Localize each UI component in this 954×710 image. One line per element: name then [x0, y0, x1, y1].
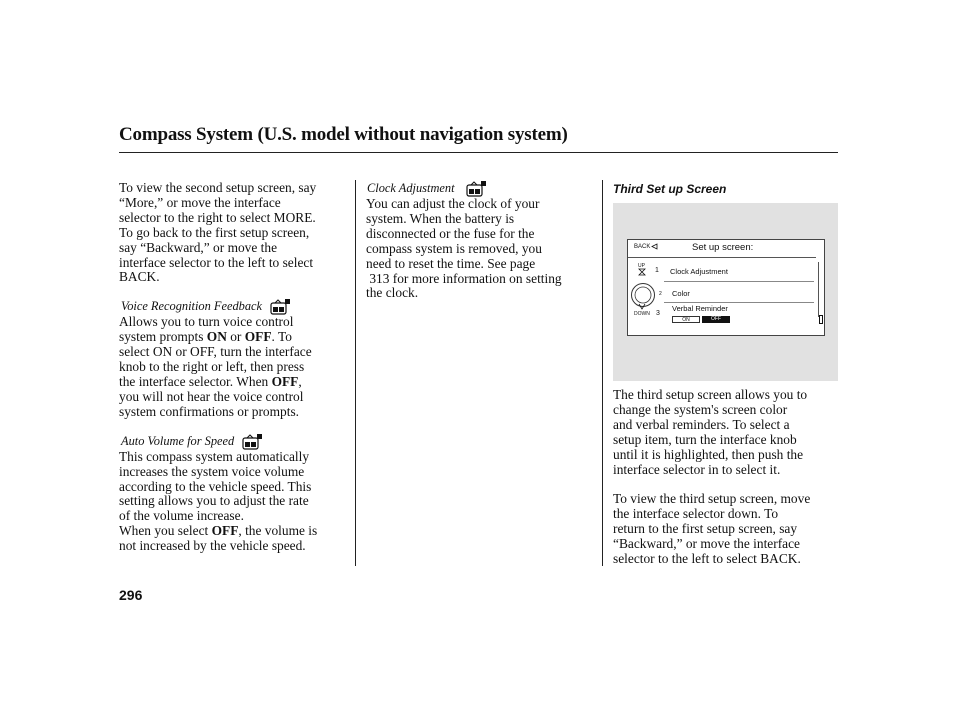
clock-adjustment-heading: Clock Adjustment [367, 181, 596, 196]
on-option[interactable]: ON [672, 316, 700, 323]
auto-text-line: not increased by the vehicle speed. [119, 538, 306, 554]
scrollbar-track [818, 262, 819, 317]
column-1 [119, 181, 349, 554]
voice-command-icon [466, 181, 487, 196]
voice-text-line: knob to the right or left, then press [119, 359, 305, 375]
clock-text-line: the clock. [366, 285, 419, 301]
col3-text-line: and verbal reminders. To select a [613, 416, 790, 432]
down-label: DOWN [634, 311, 650, 317]
voice-feedback-heading: Voice Recognition Feedback [121, 299, 349, 314]
clock-text-line: system. When the battery is [366, 210, 515, 226]
back-indicator: BACK [634, 243, 658, 250]
voice-command-icon [270, 299, 291, 314]
col3-text-line: until it is highlighted, then push the [613, 446, 804, 462]
col3-text-line: change the system's screen color [613, 401, 788, 417]
clock-text-line: need to reset the time. See page [366, 255, 536, 271]
auto-text-line: according to the vehicle speed. This [119, 478, 312, 494]
off-option-selected[interactable]: OFF [702, 316, 730, 323]
clock-text-line: compass system is removed, you [366, 240, 542, 256]
auto-text-line: of the volume increase. [119, 508, 244, 524]
col3-text-line: “Backward,” or move the interface [613, 536, 800, 552]
item-number: 1 [655, 267, 659, 274]
column-2 [366, 181, 596, 301]
auto-text-line: setting allows you to adjust the rate [119, 493, 309, 509]
col3-text-line: the interface selector down. To [613, 506, 779, 522]
auto-volume-heading: Auto Volume for Speed [121, 434, 349, 449]
setup-screen-figure [613, 203, 838, 381]
col1-intro-line: interface selector to the left to select [119, 254, 314, 270]
voice-text-line: Allows you to turn voice control [119, 314, 294, 330]
column-divider-2 [602, 180, 603, 566]
col1-intro-line: To view the second setup screen, say [119, 180, 317, 195]
lcd-display [627, 239, 825, 336]
voice-text-line: system confirmations or prompts. [119, 403, 300, 419]
page-number: 296 [119, 587, 143, 603]
col3-text-line: return to the first setup screen, say [613, 521, 798, 537]
screen-title: Set up screen: [692, 242, 754, 253]
col3-text-line: setup item, turn the interface knob [613, 431, 797, 447]
col1-intro-line: selector to the right to select MORE. [119, 209, 316, 225]
col1-intro-line: BACK. [119, 269, 160, 285]
voice-text-line: you will not hear the voice control [119, 388, 304, 404]
col1-intro-line: To go back to the first setup screen, [119, 224, 310, 240]
col3-text-line: selector to the left to select BACK. [613, 551, 801, 567]
scrollbar-thumb[interactable] [819, 315, 823, 324]
clock-text-line: You can adjust the clock of your [366, 196, 540, 211]
voice-text-line: select ON or OFF, turn the interface [119, 344, 312, 360]
column-divider-1 [355, 180, 356, 566]
menu-item-verbal-reminder[interactable]: Verbal Reminder [672, 304, 728, 313]
divider [628, 257, 816, 258]
clock-text-line: 313 for more information on setting [366, 270, 562, 286]
page-title: Compass System (U.S. model without navigation system) [119, 124, 568, 145]
up-label: UP [638, 263, 645, 269]
divider [664, 302, 814, 303]
voice-text-line: system prompts ON or OFF. To [119, 329, 292, 345]
menu-item-clock[interactable]: Clock Adjustment [670, 267, 728, 276]
figure-caption: Third Set up Screen [613, 182, 727, 196]
auto-text-line: This compass system automatically [119, 448, 310, 464]
item-number: 3 [656, 310, 660, 317]
col1-intro-line: say “Backward,” or move the [119, 239, 278, 255]
voice-text-line: the interface selector. When OFF, [119, 373, 302, 389]
col3-text-line: interface selector in to select it. [613, 461, 781, 477]
divider [664, 281, 814, 282]
title-rule [119, 152, 838, 153]
auto-text-line: increases the system voice volume [119, 463, 305, 479]
down-arrow-icon [638, 303, 646, 310]
clock-text-line: disconnected or the fuse for the [366, 225, 535, 241]
col1-intro-line: “More,” or move the interface [119, 194, 281, 210]
col3-text-line: The third setup screen allows you to [613, 387, 808, 402]
column-3-text [613, 388, 848, 567]
item-number: 2 [659, 291, 662, 297]
back-arrow-icon [651, 243, 658, 250]
col3-text-line: To view the third setup screen, move [613, 491, 811, 507]
hourglass-icon [638, 268, 646, 276]
menu-item-color[interactable]: Color [672, 289, 690, 298]
voice-command-icon [242, 434, 263, 449]
auto-text-line: When you select OFF, the volume is [119, 523, 318, 539]
